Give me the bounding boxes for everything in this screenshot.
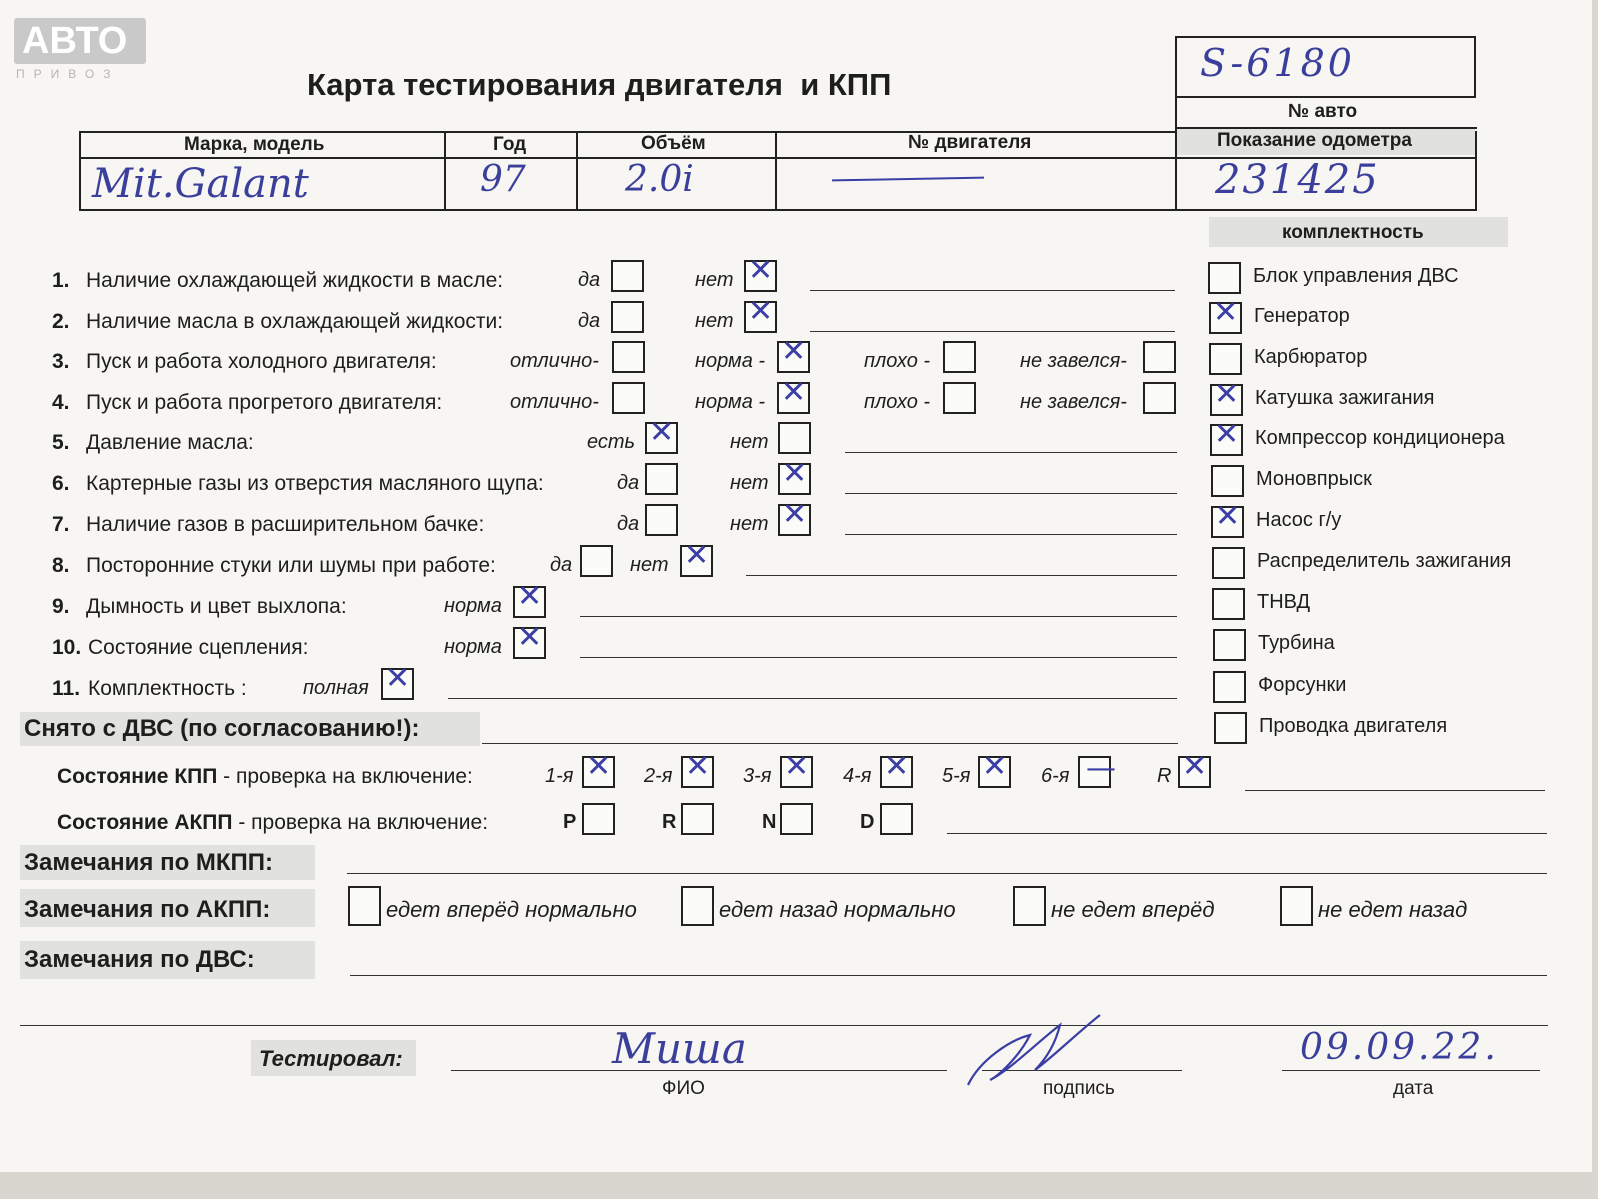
gear-checkbox[interactable] — [582, 749, 615, 788]
checkmark-icon: ✕ — [781, 375, 807, 410]
check-option-label: норма — [444, 636, 502, 658]
akpp-remark-checkbox[interactable] — [348, 886, 381, 926]
check-number: 1. — [52, 269, 70, 292]
check-option-checkbox[interactable] — [680, 538, 713, 577]
check-option-label: нет — [695, 269, 734, 291]
akpp-remark-label: едет вперёд нормально — [386, 897, 637, 922]
check-option-label: плохо - — [864, 350, 931, 372]
check-number: 6. — [52, 472, 70, 495]
komplekt-checkbox[interactable] — [1211, 465, 1244, 497]
komplekt-item-label: ТНВД — [1257, 591, 1311, 613]
komplekt-checkbox[interactable] — [1212, 547, 1245, 579]
car-number-label: № авто — [1288, 101, 1358, 122]
check-option-label: да — [578, 310, 601, 332]
checkmark-icon: ✕ — [385, 661, 411, 696]
check-option-label: да — [617, 472, 640, 494]
check-number: 2. — [52, 310, 70, 333]
komplekt-checkbox[interactable] — [1209, 343, 1242, 375]
checkmark-icon: ✕ — [685, 749, 711, 784]
gear-checkbox[interactable] — [681, 749, 714, 788]
checkmark-icon: ✕ — [784, 749, 810, 784]
car-number-value: S-6180 — [1200, 41, 1355, 85]
gear-label: 5-я — [942, 765, 971, 787]
col-year: Год — [493, 134, 527, 155]
kpp-label: Состояние КПП - проверка на включение: — [57, 765, 473, 788]
check-option-checkbox[interactable] — [612, 382, 645, 414]
komplekt-checkbox[interactable] — [1210, 417, 1243, 456]
checkmark-icon: ✕ — [517, 620, 543, 655]
komplekt-item-label: Компрессор кондиционера — [1255, 427, 1505, 449]
akpp-mode-label: N — [762, 811, 777, 833]
check-option-label: да — [617, 513, 640, 535]
komplekt-item-label: Карбюратор — [1254, 346, 1368, 368]
komplekt-item-label: Распределитель зажигания — [1257, 550, 1512, 572]
check-option-checkbox[interactable] — [645, 415, 678, 454]
check-option-label: не завелся- — [1020, 391, 1127, 413]
check-option-label: нет — [630, 554, 669, 576]
komplekt-checkbox[interactable] — [1208, 262, 1241, 294]
komplekt-title: комплектность — [1282, 222, 1424, 243]
date-line[interactable] — [1282, 1070, 1540, 1071]
checkmark-icon: ✕ — [748, 294, 774, 329]
check-option-checkbox[interactable] — [513, 579, 546, 618]
check-option-checkbox[interactable] — [381, 661, 414, 700]
check-option-label: да — [550, 554, 573, 576]
checkmark-icon: ✕ — [1215, 499, 1241, 534]
remarks-dvs-line[interactable] — [350, 975, 1547, 976]
check-option-label: нет — [695, 310, 734, 332]
check-option-label: плохо - — [864, 391, 931, 413]
check-option-checkbox[interactable] — [744, 294, 777, 333]
komplekt-item-label: Проводка двигателя — [1259, 715, 1448, 737]
komplekt-checkbox[interactable] — [1210, 377, 1243, 416]
komplekt-item-label: Насос г/у — [1256, 509, 1342, 531]
check-label: Наличие охлаждающей жидкости в масле: — [86, 269, 504, 292]
gear-checkbox[interactable] — [1078, 751, 1116, 788]
check-option-label: нет — [730, 513, 769, 535]
checkmark-icon: ✕ — [884, 749, 910, 784]
check-number: 5. — [52, 431, 70, 454]
check-comment-line[interactable] — [810, 290, 1175, 291]
check-number: 9. — [52, 595, 70, 618]
col-brand: Марка, модель — [184, 134, 325, 155]
check-option-label: отлично- — [510, 391, 599, 413]
check-option-label: норма - — [695, 391, 766, 413]
akpp-mode-checkbox[interactable] — [880, 803, 913, 835]
check-option-checkbox[interactable] — [513, 620, 546, 659]
check-number: 3. — [52, 350, 70, 373]
akpp-remark-label: едет назад нормально — [719, 897, 956, 922]
akpp-mode-label: R — [662, 811, 677, 833]
remarks-dvs-label: Замечания по ДВС: — [24, 946, 255, 973]
gear-label: 4-я — [843, 765, 872, 787]
check-comment-line[interactable] — [845, 493, 1177, 494]
akpp-label: Состояние АКПП - проверка на включение: — [57, 811, 489, 834]
komplekt-checkbox[interactable] — [1211, 499, 1244, 538]
gear-checkbox[interactable] — [1178, 749, 1211, 788]
check-option-label: нет — [730, 431, 769, 453]
gear-checkbox[interactable] — [880, 749, 913, 788]
akpp-mode-checkbox[interactable] — [582, 803, 615, 835]
check-option-checkbox[interactable] — [645, 463, 678, 495]
removed-line[interactable] — [482, 743, 1178, 744]
check-number: 11. — [52, 677, 81, 700]
akpp-remark-label: не едет назад — [1318, 897, 1468, 922]
signature-label: подпись — [1043, 1078, 1115, 1099]
check-option-label: да — [578, 269, 601, 291]
checkmark-icon: ✕ — [982, 749, 1008, 784]
check-number: 8. — [52, 554, 70, 577]
check-option-checkbox[interactable] — [645, 504, 678, 536]
check-comment-line[interactable] — [845, 452, 1177, 453]
col-volume: Объём — [641, 133, 706, 154]
check-comment-line[interactable] — [746, 575, 1177, 576]
checkmark-icon: ✕ — [781, 334, 807, 369]
check-option-label: норма — [444, 595, 502, 617]
check-option-checkbox[interactable] — [778, 456, 811, 495]
check-label: Наличие масла в охлаждающей жидкости: — [86, 310, 504, 333]
akpp-remark-checkbox[interactable] — [1280, 886, 1313, 926]
komplekt-item-label: Блок управления ДВС — [1253, 265, 1459, 287]
check-option-checkbox[interactable] — [611, 260, 644, 292]
check-label: Пуск и работа холодного двигателя: — [86, 350, 437, 373]
checkmark-icon: ✕ — [586, 749, 612, 784]
check-option-checkbox[interactable] — [778, 422, 811, 454]
checkmark-icon: ✕ — [782, 497, 808, 532]
akpp-remark-label: не едет вперёд — [1051, 897, 1215, 922]
checkmark-icon: — — [1086, 751, 1116, 786]
check-option-label: норма - — [695, 350, 766, 372]
value-odometer-text: 231425 — [1215, 157, 1380, 203]
gear-label: R — [1157, 765, 1172, 787]
col-odometer: Показание одометра — [1217, 130, 1412, 151]
checkmark-icon: ✕ — [649, 415, 675, 450]
akpp-remark-checkbox[interactable] — [1013, 886, 1046, 926]
gear-checkbox[interactable] — [780, 749, 813, 788]
check-comment-line[interactable] — [845, 534, 1177, 535]
akpp-mode-label: D — [860, 811, 875, 833]
checkmark-icon: ✕ — [748, 253, 774, 288]
checkmark-icon: ✕ — [1214, 377, 1240, 412]
checkmark-icon: ✕ — [1182, 749, 1208, 784]
komplekt-item-label: Моновпрыск — [1256, 468, 1372, 490]
check-option-checkbox[interactable] — [744, 253, 777, 292]
check-option-label: полная — [303, 677, 369, 699]
komplekt-item-label: Турбина — [1258, 632, 1335, 654]
check-comment-line[interactable] — [580, 657, 1177, 658]
komplekt-checkbox[interactable] — [1213, 671, 1246, 703]
remarks-akpp-label: Замечания по АКПП: — [24, 896, 271, 923]
check-option-checkbox[interactable] — [580, 545, 613, 577]
check-option-label: не завелся- — [1020, 350, 1127, 372]
value-brand: Mit.Galant — [92, 161, 309, 207]
komplekt-checkbox[interactable] — [1213, 629, 1246, 661]
check-label: Картерные газы из отверстия масляного щупа: — [86, 472, 544, 495]
check-label: Пуск и работа прогретого двигателя: — [86, 391, 443, 414]
check-option-checkbox[interactable] — [943, 341, 976, 373]
check-comment-line[interactable] — [810, 331, 1175, 332]
check-label: Давление масла: — [86, 431, 254, 454]
value-year: 97 — [480, 159, 526, 200]
tested-label: Тестировал: — [259, 1046, 403, 1071]
gear-checkbox[interactable] — [978, 749, 1011, 788]
remarks-mkpp-label: Замечания по МКПП: — [24, 849, 274, 876]
komplekt-item-label: Катушка зажигания — [1255, 387, 1435, 409]
checkmark-icon: ✕ — [782, 456, 808, 491]
komplekt-checkbox[interactable] — [1212, 588, 1245, 620]
check-option-checkbox[interactable] — [1143, 341, 1176, 373]
check-comment-line[interactable] — [580, 616, 1177, 617]
check-option-checkbox[interactable] — [943, 382, 976, 414]
akpp-remark-checkbox[interactable] — [681, 886, 714, 926]
tester-name: Миша — [612, 1024, 747, 1073]
checkmark-icon: ✕ — [684, 538, 710, 573]
logo — [14, 18, 146, 64]
check-option-checkbox[interactable] — [777, 334, 810, 373]
check-option-checkbox[interactable] — [777, 375, 810, 414]
check-number: 10. — [52, 636, 82, 659]
checkmark-icon: ✕ — [517, 579, 543, 614]
check-option-label: нет — [730, 472, 769, 494]
checkmark-icon: ✕ — [1214, 417, 1240, 452]
check-option-checkbox[interactable] — [612, 341, 645, 373]
col-engine-no: № двигателя — [908, 132, 1032, 153]
check-option-label: отлично- — [510, 350, 599, 372]
check-option-checkbox[interactable] — [611, 301, 644, 333]
check-comment-line[interactable] — [448, 698, 1177, 699]
checkmark-icon: ✕ — [1213, 295, 1239, 330]
gear-label: 2-я — [644, 765, 673, 787]
check-number: 7. — [52, 513, 70, 536]
logo-text: АВТО — [22, 20, 128, 62]
date-label: дата — [1393, 1078, 1434, 1099]
logo-subtitle: ПРИВОЗ — [16, 67, 120, 81]
check-label: Комплектность : — [88, 677, 247, 700]
signature-mark — [960, 1000, 1110, 1090]
check-option-label: есть — [587, 431, 636, 453]
check-label: Наличие газов в расширительном бачке: — [86, 513, 485, 536]
komplekt-item-label: Генератор — [1254, 305, 1350, 327]
check-number: 4. — [52, 391, 70, 414]
date-value: 09.09.22. — [1300, 1027, 1499, 1068]
fio-label: ФИО — [662, 1078, 705, 1099]
removed-label: Снято с ДВС (по согласованию!): — [24, 715, 420, 742]
gear-label: 1-я — [545, 765, 574, 787]
page-title: Карта тестирования двигателя и КПП — [307, 67, 892, 102]
komplekt-item-label: Форсунки — [1258, 674, 1347, 696]
value-volume: 2.0i — [625, 159, 694, 200]
check-label: Состояние сцепления: — [88, 636, 309, 659]
akpp-mode-checkbox[interactable] — [681, 803, 714, 835]
komplekt-checkbox[interactable] — [1214, 712, 1247, 744]
check-option-checkbox[interactable] — [1143, 382, 1176, 414]
check-label: Дымность и цвет выхлопа: — [86, 595, 347, 618]
gear-label: 6-я — [1041, 765, 1070, 787]
komplekt-checkbox[interactable] — [1209, 295, 1242, 334]
akpp-mode-label: P — [563, 811, 577, 833]
remarks-mkpp-line[interactable] — [347, 873, 1547, 874]
akpp-mode-checkbox[interactable] — [780, 803, 813, 835]
gear-label: 3-я — [743, 765, 772, 787]
check-label: Посторонние стуки или шумы при работе: — [86, 554, 496, 577]
check-option-checkbox[interactable] — [778, 497, 811, 536]
